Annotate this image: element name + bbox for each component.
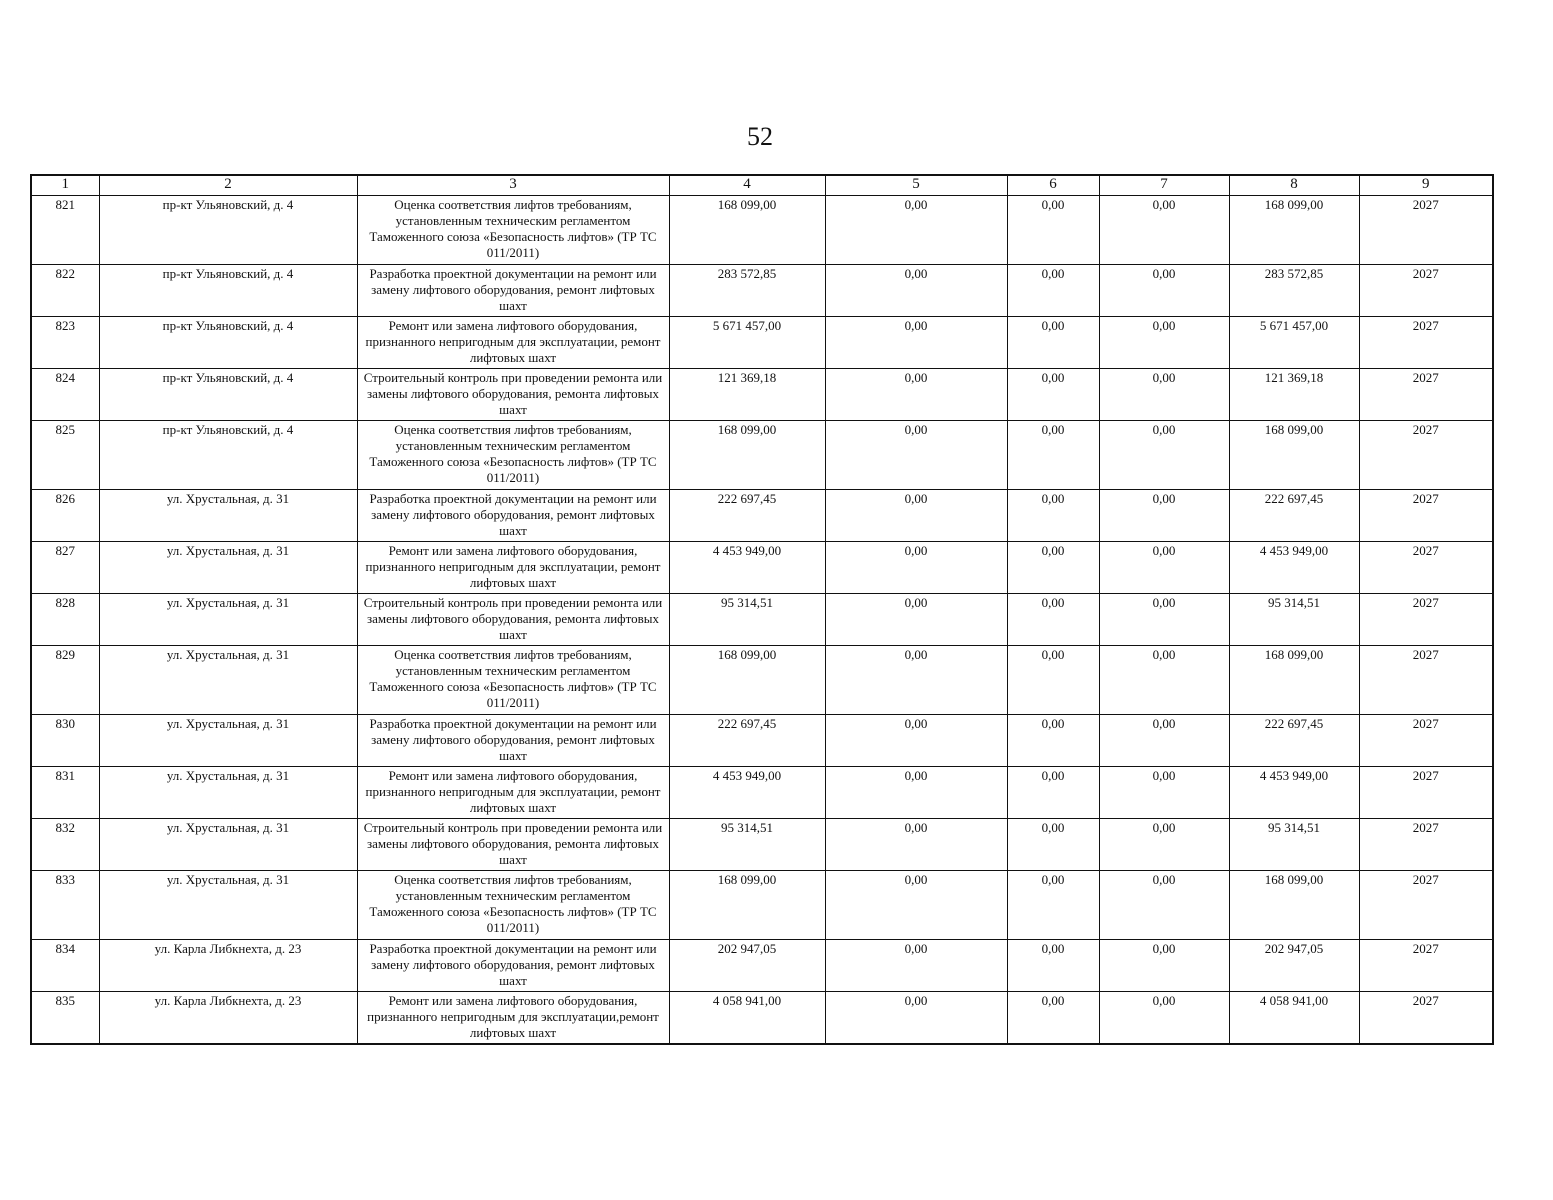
value-col8: 168 099,00 [1229,196,1359,265]
value-col5: 0,00 [825,646,1007,715]
value-col5: 0,00 [825,317,1007,369]
year-cell: 2027 [1359,819,1493,871]
table-row [31,819,1493,871]
column-header: 9 [1359,175,1493,196]
value-col8: 202 947,05 [1229,940,1359,992]
value-col5: 0,00 [825,421,1007,490]
table-row [31,196,1493,265]
value-col6: 0,00 [1007,196,1099,265]
value-col4: 4 453 949,00 [669,767,825,819]
value-col7: 0,00 [1099,871,1229,940]
value-col4: 95 314,51 [669,594,825,646]
value-col6: 0,00 [1007,421,1099,490]
value-col5: 0,00 [825,265,1007,317]
row-number: 828 [31,594,99,646]
work-description: Разработка проектной документации на ремонт или замену лифтового оборудования, ремонт лифтовых шахт [357,715,669,767]
value-col4: 168 099,00 [669,646,825,715]
value-col6: 0,00 [1007,819,1099,871]
year-cell: 2027 [1359,369,1493,421]
works-table [30,174,1494,1045]
year-cell: 2027 [1359,992,1493,1044]
work-description: Разработка проектной документации на ремонт или замену лифтового оборудования, ремонт лифтовых шахт [357,940,669,992]
value-col8: 168 099,00 [1229,421,1359,490]
year-cell: 2027 [1359,940,1493,992]
table-row [31,715,1493,767]
value-col6: 0,00 [1007,317,1099,369]
value-col5: 0,00 [825,871,1007,940]
value-col7: 0,00 [1099,646,1229,715]
value-col6: 0,00 [1007,490,1099,542]
address-cell: пр-кт Ульяновский, д. 4 [99,369,357,421]
table-row [31,317,1493,369]
row-number: 830 [31,715,99,767]
value-col8: 222 697,45 [1229,715,1359,767]
value-col4: 222 697,45 [669,715,825,767]
table-row [31,646,1493,715]
value-col4: 95 314,51 [669,819,825,871]
value-col7: 0,00 [1099,715,1229,767]
table-body [31,196,1493,1044]
value-col5: 0,00 [825,196,1007,265]
work-description: Строительный контроль при проведении ремонта или замены лифтового оборудования, ремонта лифтовых шахт [357,819,669,871]
year-cell: 2027 [1359,317,1493,369]
value-col8: 4 453 949,00 [1229,542,1359,594]
row-number: 832 [31,819,99,871]
column-header: 4 [669,175,825,196]
work-description: Оценка соответствия лифтов требованиям, установленным техническим регламентом Таможенного союза «Безопасность лифтов» (ТР ТС 011/2011) [357,196,669,265]
work-description: Оценка соответствия лифтов требованиям, установленным техническим регламентом Таможенного союза «Безопасность лифтов» (ТР ТС 011/2011) [357,646,669,715]
table-row [31,421,1493,490]
address-cell: ул. Хрустальная, д. 31 [99,767,357,819]
column-header: 1 [31,175,99,196]
value-col4: 168 099,00 [669,871,825,940]
address-cell: пр-кт Ульяновский, д. 4 [99,196,357,265]
work-description: Ремонт или замена лифтового оборудования, признанного непригодным для эксплуатации, ремонт лифтовых шахт [357,542,669,594]
year-cell: 2027 [1359,542,1493,594]
value-col5: 0,00 [825,594,1007,646]
value-col5: 0,00 [825,490,1007,542]
value-col5: 0,00 [825,767,1007,819]
value-col8: 95 314,51 [1229,594,1359,646]
value-col6: 0,00 [1007,940,1099,992]
year-cell: 2027 [1359,490,1493,542]
year-cell: 2027 [1359,646,1493,715]
work-description: Оценка соответствия лифтов требованиям, установленным техническим регламентом Таможенного союза «Безопасность лифтов» (ТР ТС 011/2011) [357,871,669,940]
work-description: Оценка соответствия лифтов требованиям, установленным техническим регламентом Таможенного союза «Безопасность лифтов» (ТР ТС 011/2011) [357,421,669,490]
year-cell: 2027 [1359,265,1493,317]
value-col7: 0,00 [1099,265,1229,317]
table-row [31,542,1493,594]
value-col6: 0,00 [1007,767,1099,819]
address-cell: ул. Хрустальная, д. 31 [99,490,357,542]
value-col6: 0,00 [1007,715,1099,767]
row-number: 823 [31,317,99,369]
value-col4: 283 572,85 [669,265,825,317]
value-col5: 0,00 [825,940,1007,992]
address-cell: ул. Карла Либкнехта, д. 23 [99,992,357,1044]
table-row [31,871,1493,940]
row-number: 826 [31,490,99,542]
row-number: 821 [31,196,99,265]
address-cell: ул. Хрустальная, д. 31 [99,715,357,767]
column-header: 5 [825,175,1007,196]
value-col8: 95 314,51 [1229,819,1359,871]
year-cell: 2027 [1359,715,1493,767]
table-row [31,369,1493,421]
table-row [31,265,1493,317]
row-number: 824 [31,369,99,421]
table-row [31,767,1493,819]
address-cell: ул. Хрустальная, д. 31 [99,594,357,646]
value-col5: 0,00 [825,369,1007,421]
value-col5: 0,00 [825,715,1007,767]
column-header: 7 [1099,175,1229,196]
address-cell: ул. Карла Либкнехта, д. 23 [99,940,357,992]
work-description: Разработка проектной документации на ремонт или замену лифтового оборудования, ремонт лифтовых шахт [357,265,669,317]
column-header: 2 [99,175,357,196]
row-number: 827 [31,542,99,594]
work-description: Ремонт или замена лифтового оборудования, признанного непригодным для эксплуатации, ремонт лифтовых шахт [357,767,669,819]
value-col6: 0,00 [1007,871,1099,940]
page-number: 52 [747,122,773,151]
value-col4: 222 697,45 [669,490,825,542]
value-col4: 4 058 941,00 [669,992,825,1044]
value-col5: 0,00 [825,542,1007,594]
value-col4: 202 947,05 [669,940,825,992]
row-number: 833 [31,871,99,940]
work-description: Ремонт или замена лифтового оборудования, признанного непригодным для эксплуатации,ремонт лифтовых шахт [357,992,669,1044]
value-col7: 0,00 [1099,594,1229,646]
table-row [31,940,1493,992]
value-col8: 4 453 949,00 [1229,767,1359,819]
value-col7: 0,00 [1099,992,1229,1044]
row-number: 834 [31,940,99,992]
value-col8: 5 671 457,00 [1229,317,1359,369]
value-col6: 0,00 [1007,992,1099,1044]
column-number-row [31,175,1493,196]
table-row [31,594,1493,646]
value-col7: 0,00 [1099,421,1229,490]
value-col8: 121 369,18 [1229,369,1359,421]
value-col7: 0,00 [1099,490,1229,542]
value-col5: 0,00 [825,992,1007,1044]
value-col5: 0,00 [825,819,1007,871]
work-description: Строительный контроль при проведении ремонта или замены лифтового оборудования, ремонта лифтовых шахт [357,369,669,421]
value-col8: 283 572,85 [1229,265,1359,317]
work-description: Строительный контроль при проведении ремонта или замены лифтового оборудования, ремонта лифтовых шахт [357,594,669,646]
work-description: Ремонт или замена лифтового оборудования, признанного непригодным для эксплуатации, ремонт лифтовых шахт [357,317,669,369]
row-number: 825 [31,421,99,490]
year-cell: 2027 [1359,767,1493,819]
address-cell: пр-кт Ульяновский, д. 4 [99,265,357,317]
column-header: 6 [1007,175,1099,196]
address-cell: пр-кт Ульяновский, д. 4 [99,421,357,490]
address-cell: пр-кт Ульяновский, д. 4 [99,317,357,369]
row-number: 822 [31,265,99,317]
value-col7: 0,00 [1099,767,1229,819]
value-col8: 222 697,45 [1229,490,1359,542]
year-cell: 2027 [1359,594,1493,646]
value-col4: 168 099,00 [669,421,825,490]
value-col7: 0,00 [1099,369,1229,421]
address-cell: ул. Хрустальная, д. 31 [99,871,357,940]
table-row [31,490,1493,542]
value-col7: 0,00 [1099,542,1229,594]
year-cell: 2027 [1359,196,1493,265]
value-col7: 0,00 [1099,819,1229,871]
value-col6: 0,00 [1007,594,1099,646]
address-cell: ул. Хрустальная, д. 31 [99,542,357,594]
value-col8: 4 058 941,00 [1229,992,1359,1044]
value-col6: 0,00 [1007,542,1099,594]
year-cell: 2027 [1359,421,1493,490]
value-col8: 168 099,00 [1229,646,1359,715]
column-header: 3 [357,175,669,196]
value-col6: 0,00 [1007,369,1099,421]
row-number: 835 [31,992,99,1044]
work-description: Разработка проектной документации на ремонт или замену лифтового оборудования, ремонт лифтовых шахт [357,490,669,542]
value-col4: 5 671 457,00 [669,317,825,369]
value-col6: 0,00 [1007,646,1099,715]
value-col6: 0,00 [1007,265,1099,317]
address-cell: ул. Хрустальная, д. 31 [99,646,357,715]
address-cell: ул. Хрустальная, д. 31 [99,819,357,871]
row-number: 829 [31,646,99,715]
value-col7: 0,00 [1099,940,1229,992]
value-col7: 0,00 [1099,317,1229,369]
column-header: 8 [1229,175,1359,196]
table-row [31,992,1493,1044]
value-col4: 4 453 949,00 [669,542,825,594]
row-number: 831 [31,767,99,819]
value-col8: 168 099,00 [1229,871,1359,940]
year-cell: 2027 [1359,871,1493,940]
value-col7: 0,00 [1099,196,1229,265]
value-col4: 168 099,00 [669,196,825,265]
value-col4: 121 369,18 [669,369,825,421]
